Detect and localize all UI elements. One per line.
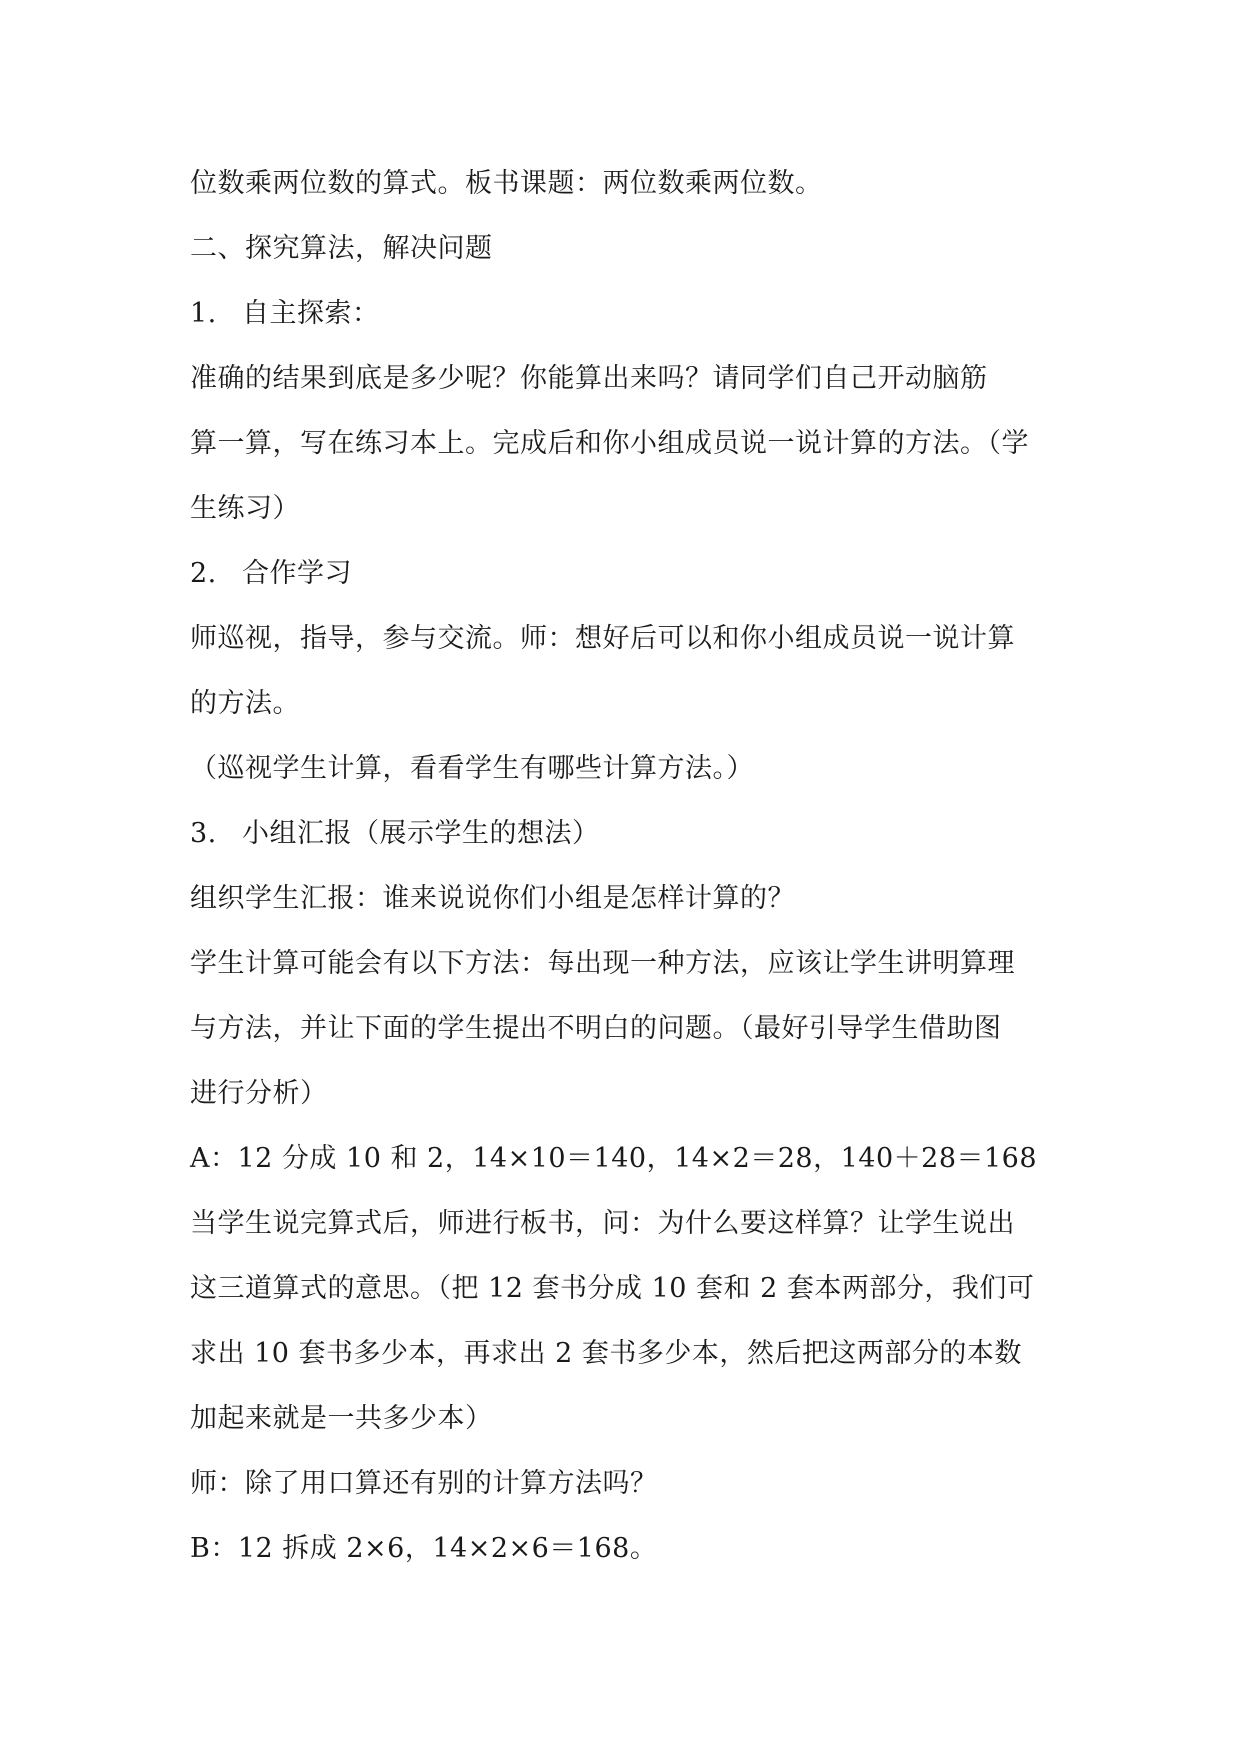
text-line: 当学生说完算式后，师进行板书，问：为什么要这样算？让学生说出 — [190, 1208, 1015, 1239]
text-line: 师：除了用口算还有别的计算方法吗？ — [190, 1468, 658, 1499]
text-line: 位数乘两位数的算式。板书课题：两位数乘两位数。 — [190, 168, 823, 199]
item-number: 1. — [190, 298, 217, 329]
item-number: 2. — [190, 558, 217, 589]
section-heading: 二、探究算法，解决问题 — [190, 233, 493, 264]
text-line: 生练习） — [190, 493, 300, 524]
item-text: 合作学习 — [242, 558, 352, 589]
item-number: 3. — [190, 818, 217, 849]
text-line: 学生计算可能会有以下方法：每出现一种方法，应该让学生讲明算理 — [190, 948, 1015, 979]
numbered-heading — [190, 814, 1070, 854]
item-text: 自主探索： — [242, 298, 380, 329]
text-line: 求出 10 套书多少本，再求出 2 套书多少本，然后把这两部分的本数 — [190, 1338, 1022, 1369]
text-line: （巡视学生计算，看看学生有哪些计算方法。） — [190, 753, 754, 784]
text-line: 进行分析） — [190, 1078, 328, 1109]
item-text: 小组汇报（展示学生的想法） — [242, 818, 600, 849]
text-line: 算一算，写在练习本上。完成后和你小组成员说一说计算的方法。（学 — [190, 428, 1029, 459]
text-line: 与方法，并让下面的学生提出不明白的问题。（最好引导学生借助图 — [190, 1013, 1002, 1044]
text-line: 组织学生汇报：谁来说说你们小组是怎样计算的？ — [190, 883, 795, 914]
text-line: 的方法。 — [190, 688, 300, 719]
text-line: 准确的结果到底是多少呢？你能算出来吗？请同学们自己开动脑筋 — [190, 363, 988, 394]
text-line: 这三道算式的意思。（把 12 套书分成 10 套和 2 套本两部分，我们可 — [190, 1273, 1035, 1304]
method-line: A：12 分成 10 和 2，14×10＝140，14×2＝28，140＋28＝168 — [190, 1143, 1038, 1174]
numbered-heading — [190, 554, 1070, 594]
method-line: B：12 拆成 2×6，14×2×6＝168。 — [190, 1533, 658, 1564]
numbered-heading — [190, 294, 1070, 334]
text-line: 师巡视，指导，参与交流。师：想好后可以和你小组成员说一说计算 — [190, 623, 1015, 654]
text-line: 加起来就是一共多少本） — [190, 1403, 493, 1434]
